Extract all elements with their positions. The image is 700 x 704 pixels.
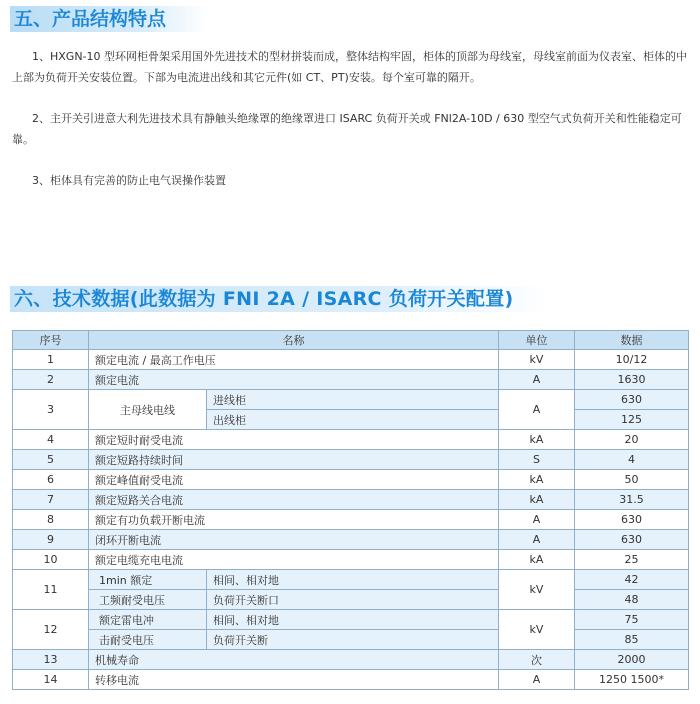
row-name: 额定峰值耐受电流 (89, 470, 499, 490)
row-sub-name: 相间、相对地 (207, 570, 499, 590)
row-value: 85 (575, 630, 689, 650)
row-no: 3 (13, 390, 89, 430)
section-5-item-3: 3、柜体具有完善的防止电气误操作装置 (32, 174, 226, 187)
row-no: 14 (13, 670, 89, 690)
row-value: 630 (575, 390, 689, 410)
row-no: 11 (13, 570, 89, 610)
row-unit: kA (499, 490, 575, 510)
row-no: 8 (13, 510, 89, 530)
row-value: 2000 (575, 650, 689, 670)
table-row (13, 550, 689, 570)
row-value: 10/12 (575, 350, 689, 370)
row-sub-name: 出线柜 (207, 410, 499, 430)
row-group-name-line2: 击耐受电压 (89, 630, 207, 650)
row-unit: S (499, 450, 575, 470)
row-unit: kV (499, 570, 575, 610)
table-row (13, 370, 689, 390)
row-unit: 次 (499, 650, 575, 670)
row-unit: A (499, 670, 575, 690)
row-value: 42 (575, 570, 689, 590)
row-sub-name: 进线柜 (207, 390, 499, 410)
row-value: 125 (575, 410, 689, 430)
row-no: 9 (13, 530, 89, 550)
row-value: 31.5 (575, 490, 689, 510)
row-unit: A (499, 390, 575, 430)
row-no: 4 (13, 430, 89, 450)
row-no: 2 (13, 370, 89, 390)
row-no: 12 (13, 610, 89, 650)
table-row (13, 350, 689, 370)
section-6-title: 六、技术数据(此数据为 FNI 2A / ISARC 负荷开关配置) (10, 286, 548, 312)
row-value: 48 (575, 590, 689, 610)
row-name: 转移电流 (89, 670, 499, 690)
row-value: 1250 1500* (575, 670, 689, 690)
row-no: 13 (13, 650, 89, 670)
table-row (13, 610, 689, 630)
row-no: 5 (13, 450, 89, 470)
row-value: 4 (575, 450, 689, 470)
header-no: 序号 (13, 331, 89, 350)
row-unit: kA (499, 430, 575, 450)
table-row (13, 430, 689, 450)
row-unit: A (499, 370, 575, 390)
row-no: 6 (13, 470, 89, 490)
row-name: 额定短路持续时间 (89, 450, 499, 470)
table-row (13, 530, 689, 550)
row-value: 20 (575, 430, 689, 450)
row-sub-name: 负荷开关断 (207, 630, 499, 650)
row-value: 630 (575, 530, 689, 550)
table-row (13, 590, 689, 610)
table-header-row (13, 331, 689, 350)
row-sub-name: 相间、相对地 (207, 610, 499, 630)
row-name: 额定电流 / 最高工作电压 (89, 350, 499, 370)
row-no: 1 (13, 350, 89, 370)
row-name: 额定短时耐受电流 (89, 430, 499, 450)
row-name: 闭环开断电流 (89, 530, 499, 550)
row-no: 7 (13, 490, 89, 510)
row-unit: kA (499, 550, 575, 570)
row-sub-name: 负荷开关断口 (207, 590, 499, 610)
header-value: 数据 (575, 331, 689, 350)
row-name: 额定有功负载开断电流 (89, 510, 499, 530)
table-row (13, 650, 689, 670)
row-unit: A (499, 530, 575, 550)
row-group-name-line1: 额定雷电冲 (89, 610, 207, 630)
row-unit: A (499, 510, 575, 530)
table-row (13, 450, 689, 470)
section-5-item-1: 1、HXGN-10 型环网柜骨架采用国外先进技术的型材拼装而成，整体结构牢固，柜体的顶部为母线室，母线室前面为仪表室、柜体的中上部为负荷开关安装位置。下部为电流进出线和其它元件(如 CT、PT)安装。每个室可靠的隔开。 (12, 50, 688, 84)
section-5-item-2: 2、主开关引进意大利先进技术具有静触头绝缘罩的绝缘罩进口 ISARC 负荷开关或 FNl2A-10D / 630 型空气式负荷开关和性能稳定可靠。 (12, 112, 682, 146)
row-value: 50 (575, 470, 689, 490)
row-name: 机械寿命 (89, 650, 499, 670)
row-name: 额定电缆充电电流 (89, 550, 499, 570)
row-group-name: 主母线电线 (89, 390, 207, 430)
table-row (13, 510, 689, 530)
row-unit: kA (499, 470, 575, 490)
table-row (13, 570, 689, 590)
section-5-title: 五、产品结构特点 (10, 6, 208, 32)
row-value: 1630 (575, 370, 689, 390)
row-name: 额定短路关合电流 (89, 490, 499, 510)
row-value: 75 (575, 610, 689, 630)
row-unit: kV (499, 610, 575, 650)
row-value: 630 (575, 510, 689, 530)
table-row (13, 630, 689, 650)
header-name: 名称 (89, 331, 499, 350)
row-group-name-line1: 1min 额定 (89, 570, 207, 590)
row-value: 25 (575, 550, 689, 570)
header-unit: 单位 (499, 331, 575, 350)
row-unit: kV (499, 350, 575, 370)
row-group-name-line2: 工频耐受电压 (89, 590, 207, 610)
tech-data-table (12, 330, 689, 690)
row-no: 10 (13, 550, 89, 570)
table-row (13, 670, 689, 690)
row-name: 额定电流 (89, 370, 499, 390)
table-row (13, 470, 689, 490)
table-row (13, 490, 689, 510)
table-row (13, 390, 689, 410)
